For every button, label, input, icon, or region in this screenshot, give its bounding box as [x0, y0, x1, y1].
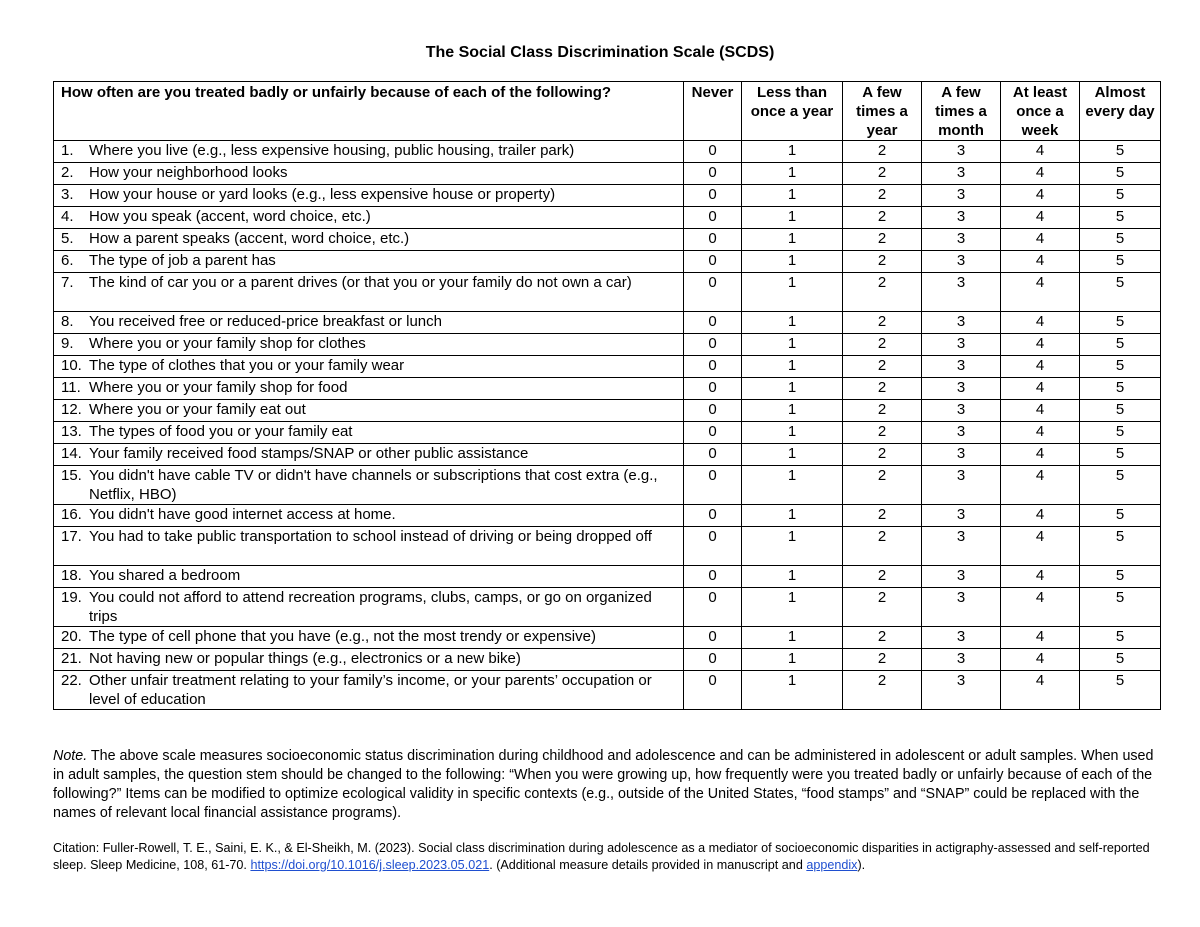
response-value: 1: [742, 649, 843, 671]
table-row: [54, 251, 1161, 273]
response-value: 1: [742, 229, 843, 251]
table-row: [54, 627, 1161, 649]
item-cell: [54, 273, 684, 312]
item-cell: [54, 356, 684, 378]
response-value: 3: [922, 207, 1001, 229]
item-text: The type of cell phone that you have (e.g., not the most trendy or expensive): [89, 628, 596, 645]
item-text: You received free or reduced-price breakfast or lunch: [89, 313, 442, 330]
items-body: [54, 141, 1161, 710]
option-header-less-than-once-a-year: Less than once a year: [742, 82, 843, 141]
table-row: [54, 207, 1161, 229]
item-number: 8.: [61, 313, 74, 330]
note-text: The above scale measures socioeconomic status discrimination during childhood and adolescence and can be administered in adolescent or adult samples. When used in adult samples, the question stem should be changed to the following: “When you were growing up, how frequently were you treated badly or unfairly because of each of the following?” Items can be modified to optimize ecological validity in specific contexts (e.g., outside of the United States, “food stamps” and “SNAP” could be replaced with the names of relevant local financial assistance programs).: [53, 748, 1154, 821]
response-value: 4: [1001, 185, 1080, 207]
item-number: 18.: [61, 567, 82, 584]
response-value: 0: [684, 671, 742, 710]
response-value: 3: [922, 378, 1001, 400]
item-cell: [54, 671, 684, 710]
response-value: 2: [843, 229, 922, 251]
item-text: Where you or your family eat out: [89, 401, 306, 418]
citation-text: Citation: Fuller-Rowell, T. E., Saini, E. K., & El-Sheikh, M. (2023). Social class discrimination during adolescence as a mediator of socioeconomic disparities in actigraphy-assessed and self-reported sleep. Sleep Medicine, 108, 61-70.: [53, 841, 1150, 872]
item-text: The types of food you or your family eat: [89, 423, 353, 440]
response-value: 5: [1080, 505, 1161, 527]
response-value: 4: [1001, 627, 1080, 649]
table-row: [54, 312, 1161, 334]
item-number: 4.: [61, 208, 74, 225]
response-value: 0: [684, 312, 742, 334]
response-value: 1: [742, 444, 843, 466]
response-value: 5: [1080, 229, 1161, 251]
response-value: 2: [843, 527, 922, 566]
item-cell: [54, 422, 684, 444]
header-row: [54, 82, 1161, 141]
response-value: 1: [742, 466, 843, 505]
response-value: 5: [1080, 356, 1161, 378]
response-value: 4: [1001, 378, 1080, 400]
response-value: 4: [1001, 400, 1080, 422]
response-value: 4: [1001, 671, 1080, 710]
response-value: 5: [1080, 588, 1161, 627]
response-value: 4: [1001, 566, 1080, 588]
item-number: 12.: [61, 401, 82, 418]
response-value: 3: [922, 400, 1001, 422]
table-row: [54, 273, 1161, 312]
response-value: 5: [1080, 312, 1161, 334]
item-number: 17.: [61, 528, 82, 545]
response-value: 2: [843, 163, 922, 185]
response-value: 4: [1001, 444, 1080, 466]
response-value: 2: [843, 207, 922, 229]
item-cell: [54, 141, 684, 163]
response-value: 2: [843, 505, 922, 527]
appendix-link[interactable]: appendix: [806, 858, 858, 872]
table-row: [54, 141, 1161, 163]
table-row: [54, 334, 1161, 356]
citation-middle-text: . (Additional measure details provided in manuscript and: [489, 858, 807, 872]
response-value: 2: [843, 627, 922, 649]
response-value: 1: [742, 356, 843, 378]
item-number: 15.: [61, 467, 82, 484]
response-value: 0: [684, 378, 742, 400]
response-value: 3: [922, 229, 1001, 251]
response-value: 5: [1080, 378, 1161, 400]
response-value: 4: [1001, 312, 1080, 334]
item-cell: [54, 251, 684, 273]
response-value: 0: [684, 334, 742, 356]
response-value: 0: [684, 505, 742, 527]
item-cell: [54, 185, 684, 207]
response-value: 5: [1080, 207, 1161, 229]
response-value: 4: [1001, 588, 1080, 627]
response-value: 3: [922, 649, 1001, 671]
table-row: [54, 466, 1161, 505]
response-value: 3: [922, 163, 1001, 185]
response-value: 2: [843, 378, 922, 400]
scds-table: [53, 81, 1161, 710]
response-value: 2: [843, 251, 922, 273]
response-value: 0: [684, 251, 742, 273]
response-value: 1: [742, 141, 843, 163]
response-value: 4: [1001, 356, 1080, 378]
response-value: 4: [1001, 229, 1080, 251]
item-cell: [54, 649, 684, 671]
response-value: 1: [742, 422, 843, 444]
table-row: [54, 400, 1161, 422]
item-number: 10.: [61, 357, 82, 374]
item-text: Not having new or popular things (e.g., electronics or a new bike): [89, 650, 521, 667]
response-value: 0: [684, 163, 742, 185]
response-value: 4: [1001, 505, 1080, 527]
response-value: 4: [1001, 466, 1080, 505]
response-value: 1: [742, 251, 843, 273]
response-value: 2: [843, 400, 922, 422]
item-number: 14.: [61, 445, 82, 462]
response-value: 3: [922, 566, 1001, 588]
note-label: Note.: [53, 748, 88, 764]
response-value: 3: [922, 334, 1001, 356]
response-value: 1: [742, 400, 843, 422]
item-cell: [54, 334, 684, 356]
response-value: 3: [922, 356, 1001, 378]
item-cell: [54, 163, 684, 185]
table-row: [54, 527, 1161, 566]
item-cell: [54, 312, 684, 334]
response-value: 4: [1001, 273, 1080, 312]
item-text: Where you live (e.g., less expensive housing, public housing, trailer park): [89, 142, 575, 159]
item-number: 16.: [61, 506, 82, 523]
item-number: 1.: [61, 142, 74, 159]
item-number: 2.: [61, 164, 74, 181]
doi-link[interactable]: https://doi.org/10.1016/j.sleep.2023.05.021: [250, 858, 490, 872]
response-value: 4: [1001, 334, 1080, 356]
response-value: 1: [742, 163, 843, 185]
option-header-few-times-a-year: A few times a year: [843, 82, 922, 141]
table-row: [54, 671, 1161, 710]
response-value: 2: [843, 273, 922, 312]
response-value: 2: [843, 356, 922, 378]
response-value: 2: [843, 312, 922, 334]
response-value: 3: [922, 141, 1001, 163]
response-value: 1: [742, 627, 843, 649]
response-value: 5: [1080, 185, 1161, 207]
table-row: [54, 505, 1161, 527]
response-value: 5: [1080, 444, 1161, 466]
item-number: 6.: [61, 252, 74, 269]
response-value: 4: [1001, 527, 1080, 566]
response-value: 1: [742, 273, 843, 312]
item-number: 3.: [61, 186, 74, 203]
item-cell: [54, 566, 684, 588]
response-value: 5: [1080, 334, 1161, 356]
response-value: 4: [1001, 141, 1080, 163]
response-value: 3: [922, 505, 1001, 527]
response-value: 5: [1080, 422, 1161, 444]
response-value: 5: [1080, 400, 1161, 422]
response-value: 2: [843, 141, 922, 163]
response-value: 1: [742, 588, 843, 627]
response-value: 1: [742, 185, 843, 207]
item-cell: [54, 378, 684, 400]
item-cell: [54, 527, 684, 566]
response-value: 5: [1080, 141, 1161, 163]
response-value: 2: [843, 588, 922, 627]
response-value: 1: [742, 566, 843, 588]
response-value: 3: [922, 251, 1001, 273]
response-value: 0: [684, 400, 742, 422]
response-value: 1: [742, 671, 843, 710]
response-value: 5: [1080, 251, 1161, 273]
item-cell: [54, 207, 684, 229]
response-value: 3: [922, 273, 1001, 312]
response-value: 0: [684, 229, 742, 251]
table-row: [54, 185, 1161, 207]
response-value: 5: [1080, 466, 1161, 505]
table-row: [54, 566, 1161, 588]
item-text: How your neighborhood looks: [89, 164, 288, 181]
response-value: 5: [1080, 273, 1161, 312]
response-value: 2: [843, 566, 922, 588]
response-value: 0: [684, 273, 742, 312]
table-row: [54, 378, 1161, 400]
response-value: 2: [843, 649, 922, 671]
item-number: 13.: [61, 423, 82, 440]
response-value: 0: [684, 588, 742, 627]
option-header-few-times-a-month: A few times a month: [922, 82, 1001, 141]
item-text: How a parent speaks (accent, word choice, etc.): [89, 230, 410, 247]
response-value: 1: [742, 505, 843, 527]
item-number: 11.: [61, 379, 81, 396]
table-row: [54, 588, 1161, 627]
response-value: 4: [1001, 163, 1080, 185]
option-header-almost-every-day: Almost every day: [1080, 82, 1161, 141]
citation-end-text: ).: [857, 858, 866, 872]
response-value: 5: [1080, 566, 1161, 588]
item-number: 19.: [61, 589, 82, 606]
item-text: You didn't have cable TV or didn't have channels or subscriptions that cost extra (e.g., Netflix, HBO): [89, 467, 658, 503]
response-value: 3: [922, 185, 1001, 207]
question-header: How often are you treated badly or unfairly because of each of the following?: [54, 82, 684, 141]
response-value: 0: [684, 627, 742, 649]
item-cell: [54, 588, 684, 627]
item-text: How you speak (accent, word choice, etc.): [89, 208, 371, 225]
response-value: 3: [922, 422, 1001, 444]
response-value: 1: [742, 207, 843, 229]
item-cell: [54, 627, 684, 649]
response-value: 1: [742, 312, 843, 334]
item-number: 20.: [61, 628, 82, 645]
response-value: 0: [684, 444, 742, 466]
response-value: 2: [843, 671, 922, 710]
item-text: Where you or your family shop for food: [89, 379, 348, 396]
response-value: 5: [1080, 163, 1161, 185]
response-value: 3: [922, 466, 1001, 505]
item-number: 7.: [61, 274, 74, 291]
response-value: 4: [1001, 251, 1080, 273]
table-row: [54, 229, 1161, 251]
response-value: 2: [843, 185, 922, 207]
response-value: 3: [922, 588, 1001, 627]
item-number: 21.: [61, 650, 82, 667]
response-value: 1: [742, 378, 843, 400]
response-value: 0: [684, 649, 742, 671]
response-value: 0: [684, 185, 742, 207]
response-value: 1: [742, 527, 843, 566]
response-value: 2: [843, 466, 922, 505]
item-text: You shared a bedroom: [89, 567, 241, 584]
note-paragraph: [53, 747, 1163, 823]
table-row: [54, 444, 1161, 466]
item-cell: [54, 400, 684, 422]
item-text: How your house or yard looks (e.g., less expensive house or property): [89, 186, 556, 203]
response-value: 2: [843, 422, 922, 444]
page-title: The Social Class Discrimination Scale (SCDS): [425, 44, 775, 61]
table-row: [54, 163, 1161, 185]
response-value: 3: [922, 627, 1001, 649]
item-number: 9.: [61, 335, 74, 352]
table-row: [54, 649, 1161, 671]
response-value: 3: [922, 312, 1001, 334]
item-cell: [54, 444, 684, 466]
table-row: [54, 422, 1161, 444]
response-value: 5: [1080, 649, 1161, 671]
response-value: 5: [1080, 671, 1161, 710]
citation-paragraph: [53, 840, 1163, 874]
response-value: 0: [684, 422, 742, 444]
response-value: 4: [1001, 649, 1080, 671]
response-value: 4: [1001, 207, 1080, 229]
response-value: 0: [684, 566, 742, 588]
response-value: 3: [922, 444, 1001, 466]
item-text: The type of clothes that you or your family wear: [89, 357, 405, 374]
item-cell: [54, 466, 684, 505]
item-text: The type of job a parent has: [89, 252, 276, 269]
response-value: 0: [684, 527, 742, 566]
item-cell: [54, 505, 684, 527]
response-value: 3: [922, 671, 1001, 710]
response-value: 0: [684, 207, 742, 229]
item-text: You had to take public transportation to school instead of driving or being dropped off: [89, 528, 652, 545]
response-value: 5: [1080, 627, 1161, 649]
response-value: 5: [1080, 527, 1161, 566]
item-number: 5.: [61, 230, 74, 247]
table-row: [54, 356, 1161, 378]
response-value: 0: [684, 141, 742, 163]
response-value: 0: [684, 466, 742, 505]
option-header-never: Never: [684, 82, 742, 141]
item-text: Your family received food stamps/SNAP or other public assistance: [89, 445, 529, 462]
response-value: 4: [1001, 422, 1080, 444]
item-text: Other unfair treatment relating to your family’s income, or your parents’ occupation or level of education: [89, 672, 652, 708]
item-text: You didn't have good internet access at home.: [89, 506, 396, 523]
item-text: You could not afford to attend recreation programs, clubs, camps, or go on organized trips: [89, 589, 652, 625]
item-number: 22.: [61, 672, 82, 689]
item-text: Where you or your family shop for clothes: [89, 335, 366, 352]
option-header-at-least-once-a-week: At least once a week: [1001, 82, 1080, 141]
response-value: 1: [742, 334, 843, 356]
response-value: 2: [843, 334, 922, 356]
response-value: 2: [843, 444, 922, 466]
response-value: 0: [684, 356, 742, 378]
item-cell: [54, 229, 684, 251]
item-text: The kind of car you or a parent drives (or that you or your family do not own a car): [89, 274, 632, 291]
response-value: 3: [922, 527, 1001, 566]
